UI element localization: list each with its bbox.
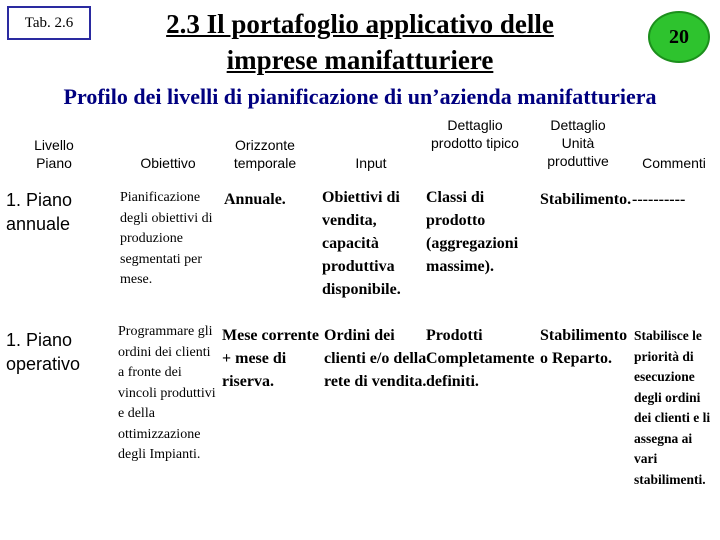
column-header-input: Input: [355, 155, 387, 171]
row1-commenti: ----------: [632, 191, 686, 208]
page-number-badge: 20: [648, 11, 710, 63]
row2-livello: 1. Piano operativo: [6, 330, 81, 374]
row2-input: Ordini dei clienti e/o della rete di vendita.: [324, 327, 427, 390]
column-header-dettaglio-prodotto: Dettaglio prodotto tipico: [431, 117, 519, 151]
row1-dettaglio-prodotto: Classi di prodotto (aggregazioni massime).: [426, 189, 519, 275]
table-number-label: Tab. 2.6: [7, 6, 91, 40]
row1-obiettivo: Pianificazione degli obiettivi di produzione segmentati per mese.: [120, 190, 213, 287]
page-title: [110, 6, 610, 78]
column-header-livello: Livello Piano: [34, 137, 74, 171]
row1-dettaglio-unita: Stabilimento.: [540, 191, 632, 208]
row2-orizzonte: Mese corrente + mese di riserva.: [222, 327, 319, 390]
row2-commenti: Stabilisce le priorità di esecuzione degli ordini dei clienti e li assegna ai vari stabilimenti.: [634, 328, 711, 487]
column-header-orizzonte: Orizzonte temporale: [233, 137, 297, 171]
row2-dettaglio-prodotto: Prodotti Completamente definiti.: [426, 327, 535, 390]
title-line-1: 2.3 Il portafoglio applicativo delle: [166, 9, 554, 39]
row1-livello: 1. Piano annuale: [6, 190, 73, 234]
row2-dettaglio-unita: Stabilimento o Reparto.: [540, 327, 628, 367]
title-line-2: imprese manifatturiere: [226, 45, 494, 75]
row1-orizzonte: Annuale.: [224, 191, 286, 208]
row2-obiettivo: Programmare gli ordini dei clienti a fronte dei vincoli produttivi e della ottimizzazione degli Impianti.: [118, 324, 216, 462]
column-header-commenti: Commenti: [642, 155, 706, 171]
row1-input: Obiettivi di vendita, capacità produttiva disponibile.: [322, 189, 401, 298]
column-header-obiettivo: Obiettivo: [140, 155, 196, 171]
column-header-dettaglio-unita: Dettaglio Unità produttive: [547, 117, 609, 169]
slide-subtitle: Profilo dei livelli di pianificazione di un’azienda manifatturiera: [63, 84, 657, 109]
